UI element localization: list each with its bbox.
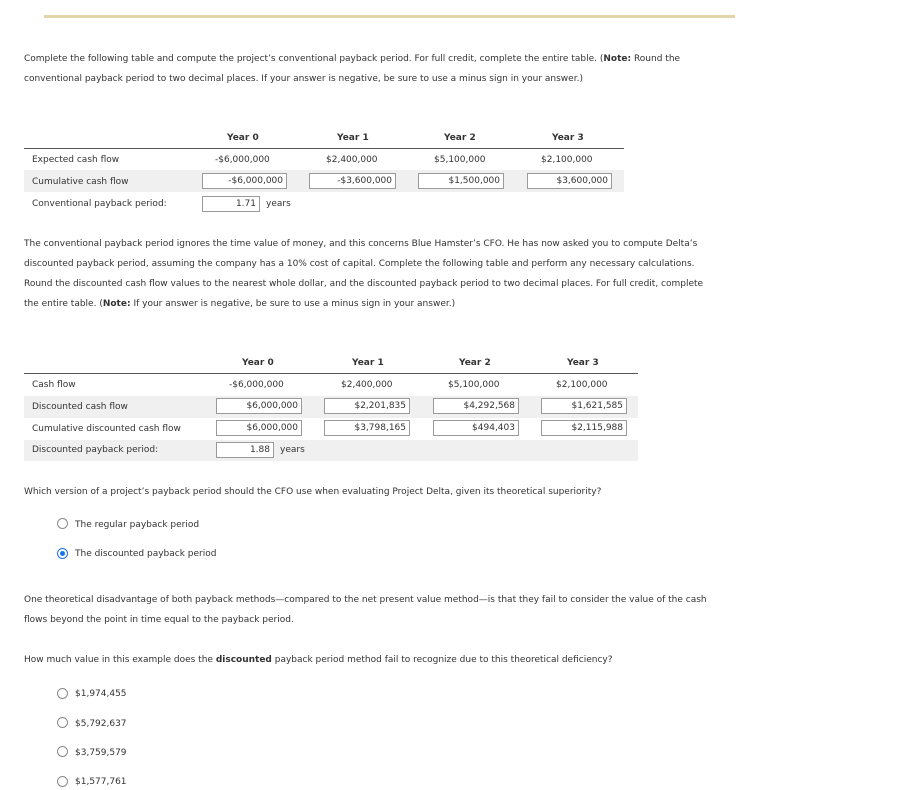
t2-header-rule xyxy=(24,373,638,374)
q1-option-discounted-radio[interactable] xyxy=(57,548,68,559)
t1-label-payback: Conventional payback period: xyxy=(32,199,167,209)
q2-option-2-label[interactable]: $5,792,637 xyxy=(75,719,127,729)
t1-header-year2: Year 2 xyxy=(444,133,476,143)
t1-cumulative-y0-input[interactable]: -$6,000,000 xyxy=(202,173,287,189)
t1-payback-unit: years xyxy=(266,199,291,209)
t2-cf-y2: $5,100,000 xyxy=(448,380,500,390)
t2-header-year1: Year 1 xyxy=(352,358,384,368)
t2-dcf-y3-input[interactable]: $1,621,585 xyxy=(541,398,627,414)
q1-option-regular-radio[interactable] xyxy=(57,518,68,529)
t2-cf-y1: $2,400,000 xyxy=(341,380,393,390)
t1-expected-y1: $2,400,000 xyxy=(326,155,378,165)
t2-cdcf-y2-input[interactable]: $494,403 xyxy=(433,420,519,436)
t2-dcf-y0-input[interactable]: $6,000,000 xyxy=(216,398,302,414)
q2-option-1-radio[interactable] xyxy=(57,688,68,699)
q2-option-3-radio[interactable] xyxy=(57,746,68,757)
t2-label-cdcf: Cumulative discounted cash flow xyxy=(32,424,181,434)
question-1-text: Which version of a project’s payback period should the CFO use when evaluating Project Delta, given its theoretical superiority? xyxy=(24,487,602,497)
q2-option-2-radio[interactable] xyxy=(57,717,68,728)
t1-payback-input[interactable]: 1.71 xyxy=(202,196,260,212)
t1-cumulative-y1-input[interactable]: -$3,600,000 xyxy=(309,173,396,189)
q1-option-discounted-label[interactable]: The discounted payback period xyxy=(75,549,217,559)
t1-cumulative-y3-input[interactable]: $3,600,000 xyxy=(527,173,612,189)
q2-option-4-radio[interactable] xyxy=(57,776,68,787)
t2-cf-y0: -$6,000,000 xyxy=(229,380,284,390)
t2-label-dcf: Discounted cash flow xyxy=(32,402,128,412)
disadvantage-text: One theoretical disadvantage of both payback methods—compared to the net present value method—is that they fail to consider the value of the cash flows beyond the point in time equal to the payback period. xyxy=(24,595,707,625)
t2-payback-input[interactable]: 1.88 xyxy=(216,442,274,458)
t2-cdcf-y3-input[interactable]: $2,115,988 xyxy=(541,420,627,436)
top-divider xyxy=(44,15,735,18)
t1-expected-y2: $5,100,000 xyxy=(434,155,486,165)
t2-cdcf-y0-input[interactable]: $6,000,000 xyxy=(216,420,302,436)
t2-dcf-y1-input[interactable]: $2,201,835 xyxy=(324,398,410,414)
t1-header-rule xyxy=(24,148,624,149)
t2-payback-unit: years xyxy=(280,445,305,455)
t1-header-year1: Year 1 xyxy=(337,133,369,143)
t2-cdcf-y1-input[interactable]: $3,798,165 xyxy=(324,420,410,436)
t2-label-payback: Discounted payback period: xyxy=(32,445,159,455)
intro-text: Complete the following table and compute the project’s conventional payback period. For full credit, complete the entire table. (Note: Round the conventional payback period to two decimal places. If your answer is negative, be sure to use a minus sign in your answer.) xyxy=(24,54,681,84)
t1-label-cumulative: Cumulative cash flow xyxy=(32,177,129,187)
question-2-text: How much value in this example does the discounted payback period method fail to recognize due to this theoretical deficiency? xyxy=(24,655,613,665)
t2-header-year3: Year 3 xyxy=(567,358,599,368)
t2-dcf-y2-input[interactable]: $4,292,568 xyxy=(433,398,519,414)
q2-option-3-label[interactable]: $3,759,579 xyxy=(75,748,127,758)
q2-option-1-label[interactable]: $1,974,455 xyxy=(75,689,127,699)
t1-expected-y3: $2,100,000 xyxy=(541,155,593,165)
t1-expected-y0: -$6,000,000 xyxy=(215,155,270,165)
t1-header-year3: Year 3 xyxy=(552,133,584,143)
q2-option-4-label[interactable]: $1,577,761 xyxy=(75,777,127,787)
t1-label-expected: Expected cash flow xyxy=(32,155,120,165)
t2-header-year0: Year 0 xyxy=(242,358,274,368)
t1-header-year0: Year 0 xyxy=(227,133,259,143)
t2-cf-y3: $2,100,000 xyxy=(556,380,608,390)
q1-option-regular-label[interactable]: The regular payback period xyxy=(75,520,200,530)
t2-header-year2: Year 2 xyxy=(459,358,491,368)
t1-cumulative-y2-input[interactable]: $1,500,000 xyxy=(418,173,504,189)
t2-label-cash-flow: Cash flow xyxy=(32,380,76,390)
discounted-intro-text: The conventional payback period ignores the time value of money, and this concerns Blue Hamster’s CFO. He has now asked you to compute Delta’s discounted payback period, assuming the company has a 10% cost of capital. Complete the following table and perform any necessary calculations. Round the discounted cash flow values to the nearest whole dollar, and the discounted payback period to two decimal places. For full credit, complete the entire table. (Note: If your answer is negative, be sure to use a minus sign in your answer.) xyxy=(24,239,704,309)
